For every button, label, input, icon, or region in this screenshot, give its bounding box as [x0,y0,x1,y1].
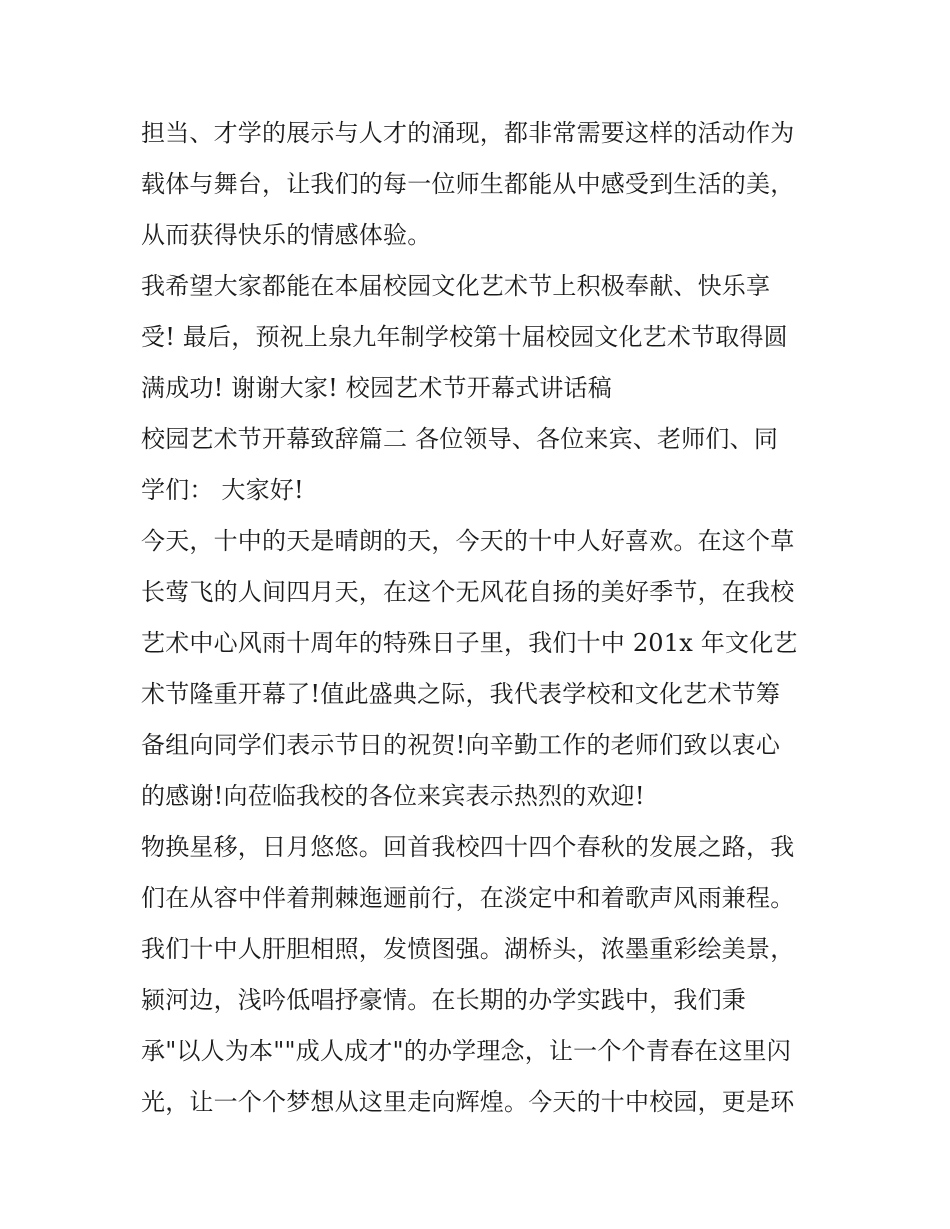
document-body [141,108,821,1128]
text-line: 载体与舞台，让我们的每一位师生都能从中感受到生活的美， [141,170,795,198]
text-line: 我希望大家都能在本届校园文化艺术节上积极奉献、快乐享 [141,272,771,300]
text-line: 校园艺术节开幕致辞篇二 各位领导、各位来宾、老师们、同 [141,425,779,453]
text-line: 今天，十中的天是晴朗的天，今天的十中人好喜欢。在这个草 [141,527,795,555]
text-line: 学们： 大家好! [141,476,304,504]
text-line: 光，让一个个梦想从这里走向辉煌。今天的十中校园，更是环 [141,1088,795,1116]
text-line: 长莺飞的人间四月天，在这个无风花自扬的美好季节，在我校 [141,578,795,606]
text-line: 术节隆重开幕了!值此盛典之际，我代表学校和文化艺术节筹 [141,680,781,708]
text-line: 从而获得快乐的情感体验。 [141,221,432,249]
text-line: 艺术中心风雨十周年的特殊日子里，我们十中 201x 年文化艺 [141,629,798,657]
text-line: 颍河边，浅吟低唱抒豪情。在长期的办学实践中，我们秉 [141,986,746,1014]
text-line: 们在从容中伴着荆棘迤逦前行，在淡定中和着歌声风雨兼程。 [141,884,795,912]
text-line: 受! 最后，预祝上泉九年制学校第十届校园文化艺术节取得圆 [141,323,788,351]
text-line: 承"以人为本""成人成才"的办学理念，让一个个青春在这里闪 [141,1037,791,1065]
text-line: 满成功! 谢谢大家! 校园艺术节开幕式讲话稿 [141,374,612,402]
text-line: 备组向同学们表示节日的祝贺!向辛勤工作的老师们致以衷心 [141,731,781,759]
text-line: 担当、才学的展示与人才的涌现，都非常需要这样的活动作为 [141,119,795,147]
text-line: 的感谢!向莅临我校的各位来宾表示热烈的欢迎! [141,782,645,810]
text-line: 物换星移，日月悠悠。回首我校四十四个春秋的发展之路，我 [141,833,795,861]
text-line: 我们十中人肝胆相照，发愤图强。湖桥头，浓墨重彩绘美景， [141,935,795,963]
